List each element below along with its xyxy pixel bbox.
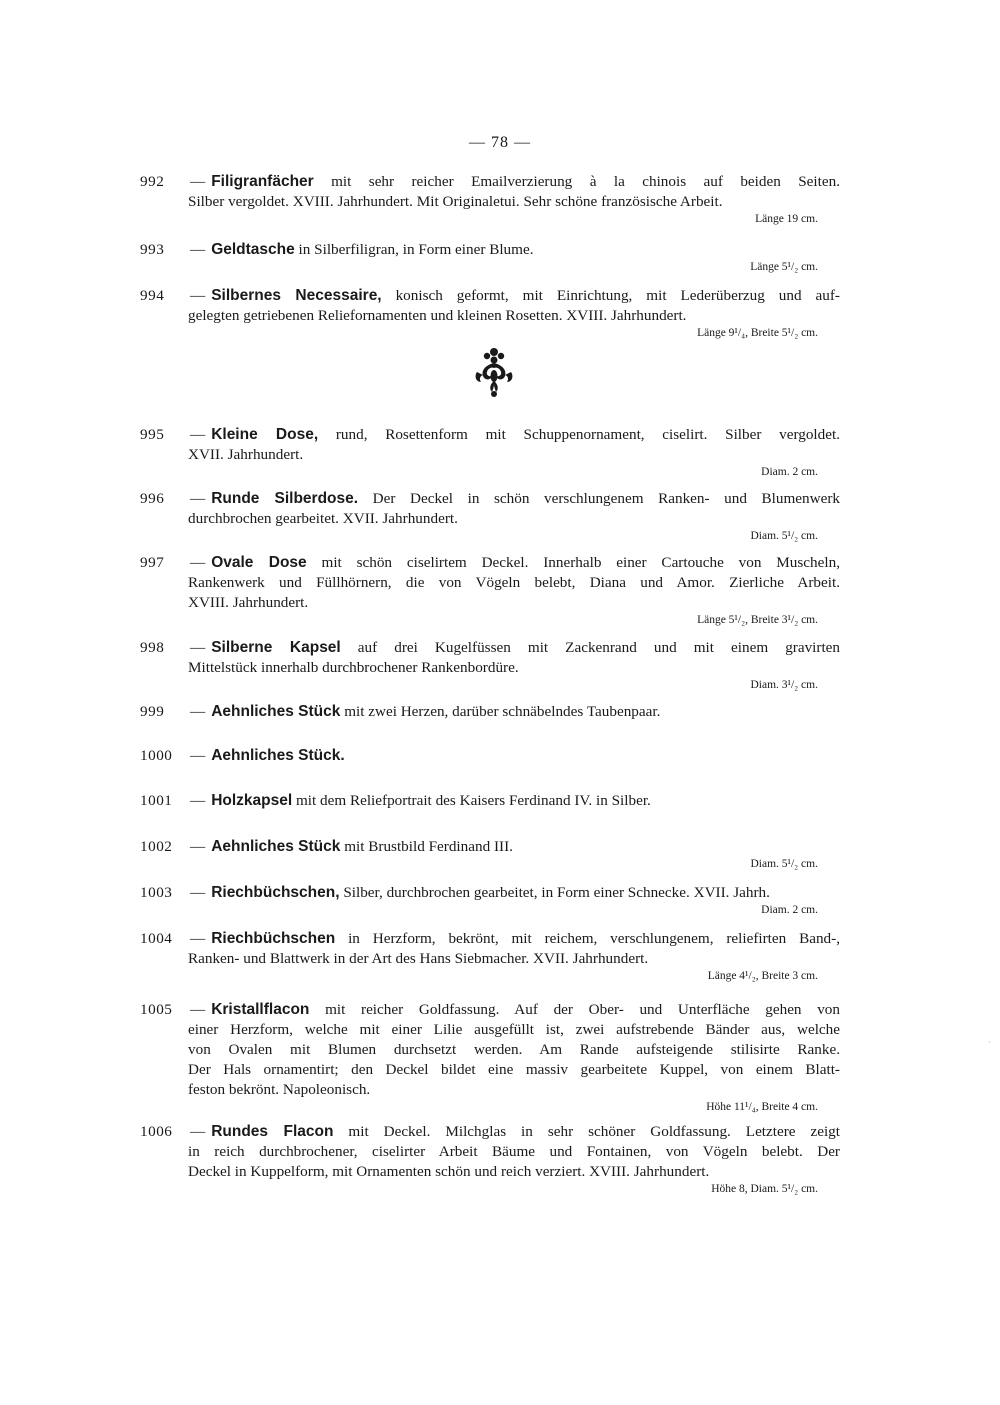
catalogue-entry <box>140 1000 840 1114</box>
entry-title: Riechbüchschen <box>211 930 336 947</box>
entry-description: rund, Rosettenform mit Schuppenornament, ciselirt. Silber vergoldet. <box>318 426 841 443</box>
entry-description: mit Brustbild Ferdinand III. <box>340 838 513 855</box>
entry-first-line <box>140 929 840 949</box>
entry-title: Geldtasche <box>211 241 295 258</box>
entry-measurements: Diam. 5¹/₂ cm. <box>750 858 818 870</box>
catalogue-entry <box>140 929 840 983</box>
entry-dash: — <box>190 838 206 855</box>
entry-first-line <box>140 1122 840 1142</box>
entry-description: mit sehr reicher Emailverzierung à la chinois auf beiden Seiten. <box>313 173 840 190</box>
entry-title: Aehnliches Stück <box>211 703 341 720</box>
entry-title: Silbernes Necessaire, <box>211 287 382 304</box>
entry-first-line <box>140 702 840 722</box>
catalogue-entry <box>140 746 840 766</box>
entry-measurements: Länge 9¹/₄, Breite 5¹/₂ cm. <box>697 327 818 339</box>
entry-first-line <box>140 172 840 192</box>
entry-description: mit dem Reliefportrait des Kaisers Ferdinand IV. in Silber. <box>292 792 651 809</box>
entry-dash: — <box>190 703 206 720</box>
entry-number: 992 <box>140 173 165 190</box>
entry-description-line: XVII. Jahrhundert. <box>188 446 304 463</box>
entry-number: 1003 <box>140 884 173 901</box>
entry-description-line: durchbrochen gearbeitet. XVII. Jahrhundert. <box>188 510 458 527</box>
entry-number: 997 <box>140 554 165 571</box>
entry-number: 993 <box>140 241 165 258</box>
entry-measurements: Länge 5¹/₂, Breite 3¹/₂ cm. <box>697 614 818 626</box>
entry-description: Silber, durchbrochen gearbeitet, in Form einer Schnecke. XVII. Jahrh. <box>339 884 770 901</box>
entry-description-line: gelegten getriebenen Reliefornamenten und kleinen Rosetten. XVIII. Jahrhundert. <box>188 307 687 324</box>
entry-measurements: Diam. 2 cm. <box>761 466 818 478</box>
entry-dash: — <box>190 173 206 190</box>
entry-description-line: Rankenwerk und Füllhörnern, die von Vögeln belebt, Diana und Amor. Zierliche Arbeit. <box>188 574 840 591</box>
entry-measurements: Diam. 3¹/₂ cm. <box>750 679 818 691</box>
entry-description-line: einer Herzform, welche mit einer Lilie ausgefüllt ist, zwei aufstrebende Bänder aus, welche <box>188 1021 840 1038</box>
entry-first-line <box>140 425 840 445</box>
entry-number: 994 <box>140 287 165 304</box>
entry-description-line: von Ovalen mit Blumen durchsetzt werden. Am Rande aufsteigende stilisirte Ranke. <box>188 1041 840 1058</box>
entry-title: Ovale Dose <box>211 554 307 571</box>
entry-description: mit zwei Herzen, darüber schnäbelndes Taubenpaar. <box>340 703 661 720</box>
entry-dash: — <box>190 930 206 947</box>
entry-measurements: Diam. 2 cm. <box>761 904 818 916</box>
entry-dash: — <box>190 1001 206 1018</box>
catalogue-entry <box>140 1122 840 1196</box>
entry-description-line: Der Hals ornamentirt; den Deckel bildet eine massiv gearbeitete Kuppel, von einem Blatt- <box>188 1061 840 1078</box>
catalogue-entry <box>140 638 840 692</box>
entry-dash: — <box>190 639 206 656</box>
catalogue-entry <box>140 286 840 340</box>
catalogue-entry <box>140 702 840 722</box>
entry-first-line <box>140 240 840 260</box>
catalogue-entry <box>140 883 840 917</box>
entry-first-line <box>140 883 840 903</box>
stray-mark: ` <box>988 1040 991 1049</box>
entry-first-line <box>140 837 840 857</box>
entry-number: 996 <box>140 490 165 507</box>
entry-description-line: XVIII. Jahrhundert. <box>188 594 309 611</box>
catalogue-entry <box>140 791 840 811</box>
entry-title: Runde Silberdose. <box>211 490 359 507</box>
entry-title: Aehnliches Stück. <box>211 747 345 764</box>
entry-dash: — <box>190 490 206 507</box>
entry-dash: — <box>190 554 206 571</box>
entry-title: Holzkapsel <box>211 792 293 809</box>
entry-first-line <box>140 553 840 573</box>
entry-number: 995 <box>140 426 165 443</box>
entry-dash: — <box>190 747 206 764</box>
entry-description-line: Ranken- und Blattwerk in der Art des Hans Siebmacher. XVII. Jahrhundert. <box>188 950 649 967</box>
entry-number: 1004 <box>140 930 173 947</box>
entry-dash: — <box>190 241 206 258</box>
page-number: — 78 — <box>469 134 531 151</box>
entry-description: auf drei Kugelfüssen mit Zackenrand und mit einem gravirten <box>340 639 841 656</box>
fleuron-ornament-icon <box>473 346 515 398</box>
entry-title: Kristallflacon <box>211 1001 310 1018</box>
catalogue-entry <box>140 837 840 871</box>
entry-title: Kleine Dose, <box>211 426 319 443</box>
catalogue-entry <box>140 553 840 627</box>
entry-title: Filigranfächer <box>211 173 314 190</box>
catalogue-entry <box>140 425 840 479</box>
entry-first-line <box>140 286 840 306</box>
entry-description-line: Mittelstück innerhalb durchbrochener Rankenbordüre. <box>188 659 519 676</box>
entry-measurements: Höhe 8, Diam. 5¹/₂ cm. <box>711 1183 818 1195</box>
entry-first-line <box>140 791 840 811</box>
entry-dash: — <box>190 1123 206 1140</box>
entry-description: Der Deckel in schön verschlungenem Ranken- und Blumenwerk <box>358 490 840 507</box>
entry-description: in Silberfiligran, in Form einer Blume. <box>294 241 534 258</box>
entry-number: 998 <box>140 639 165 656</box>
entry-title: Silberne Kapsel <box>211 639 341 656</box>
entry-first-line <box>140 638 840 658</box>
entry-description: mit Deckel. Milchglas in sehr schöner Goldfassung. Letztere zeigt <box>333 1123 840 1140</box>
entry-first-line <box>140 1000 840 1020</box>
entry-description: konisch geformt, mit Einrichtung, mit Lederüberzug und auf- <box>381 287 840 304</box>
catalogue-entry <box>140 489 840 543</box>
entry-measurements: Länge 4¹/₂, Breite 3 cm. <box>707 970 818 982</box>
entry-dash: — <box>190 426 206 443</box>
entry-number: 1001 <box>140 792 173 809</box>
entry-number: 1005 <box>140 1001 173 1018</box>
entry-number: 1000 <box>140 747 173 764</box>
entry-description: mit reicher Goldfassung. Auf der Ober- und Unterfläche gehen von <box>309 1001 840 1018</box>
entry-dash: — <box>190 792 206 809</box>
entry-dash: — <box>190 884 206 901</box>
entry-measurements: Höhe 11¹/₄, Breite 4 cm. <box>706 1101 818 1113</box>
entry-description-line: Deckel in Kuppelform, mit Ornamenten schön und reich verziert. XVIII. Jahrhundert. <box>188 1163 710 1180</box>
entry-first-line <box>140 489 840 509</box>
entry-description-line: Silber vergoldet. XVIII. Jahrhundert. Mit Originaletui. Sehr schöne französische Arbeit. <box>188 193 723 210</box>
catalogue-entry <box>140 240 840 274</box>
entry-title: Riechbüchschen, <box>211 884 340 901</box>
entry-description-line: feston bekrönt. Napoleonisch. <box>188 1081 371 1098</box>
entry-dash: — <box>190 287 206 304</box>
entry-number: 1002 <box>140 838 173 855</box>
entry-number: 999 <box>140 703 165 720</box>
entry-number: 1006 <box>140 1123 173 1140</box>
entry-title: Rundes Flacon <box>211 1123 334 1140</box>
catalogue-entry <box>140 172 840 226</box>
entry-title: Aehnliches Stück <box>211 838 341 855</box>
entry-measurements: Diam. 5¹/₂ cm. <box>750 530 818 542</box>
entry-measurements: Länge 5¹/₂ cm. <box>750 261 818 273</box>
entry-description: mit schön ciselirtem Deckel. Innerhalb einer Cartouche von Muscheln, <box>306 554 840 571</box>
entry-description: in Herzform, bekrönt, mit reichem, verschlungenem, reliefirten Band-, <box>335 930 840 947</box>
entry-description-line: in reich durchbrochener, ciselirter Arbeit Bäume und Fontainen, von Vögeln belebt. Der <box>188 1143 840 1160</box>
entry-first-line <box>140 746 840 766</box>
entry-measurements: Länge 19 cm. <box>755 213 818 225</box>
